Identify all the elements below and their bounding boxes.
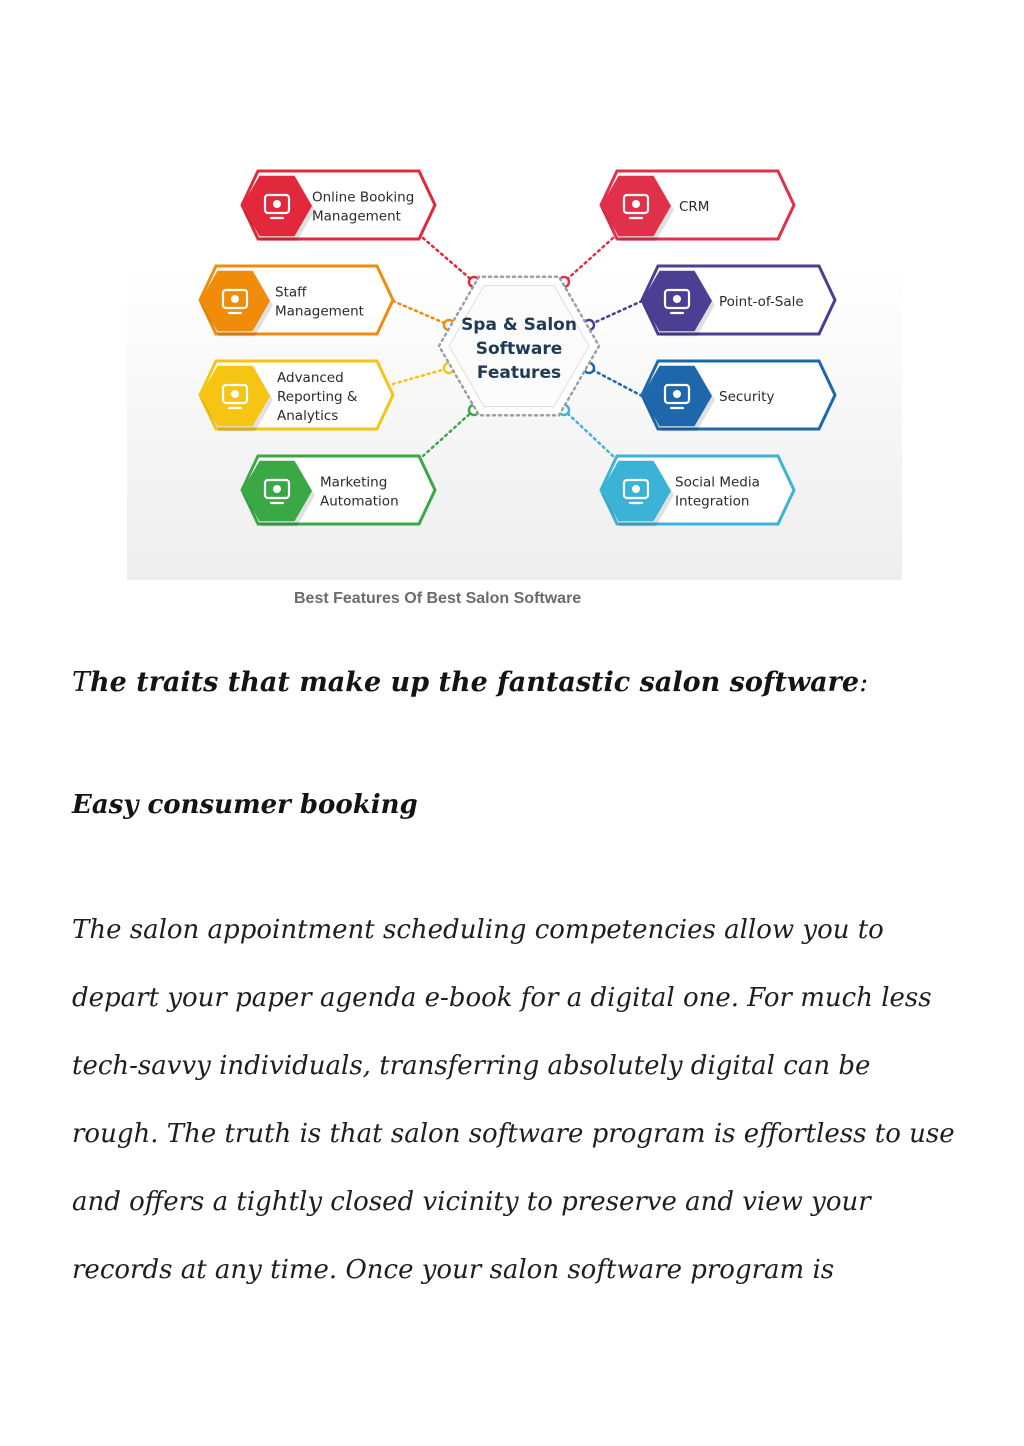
feature-node-reporting [200, 361, 393, 431]
heading-colon: : [859, 667, 869, 698]
feature-label: Management [312, 208, 401, 225]
feature-label: Social Media [675, 474, 760, 491]
feature-node-staff [200, 266, 393, 336]
feature-label: Analytics [277, 408, 339, 424]
feature-label: Point-of-Sale [719, 294, 804, 310]
center-label: Features [476, 363, 562, 383]
subheading: Easy consumer booking [72, 790, 418, 820]
connector-line [423, 410, 474, 456]
feature-node-crm [601, 171, 794, 241]
figure-caption: Best Features Of Best Salon Software [294, 590, 582, 607]
feature-node-pos [642, 266, 835, 336]
feature-label: Management [275, 303, 364, 320]
paragraph-line: records at any time. Once your salon software program is [72, 1255, 835, 1285]
connector-line [423, 238, 474, 282]
center-label: Spa & Salon [461, 315, 577, 335]
section-heading [72, 667, 868, 698]
feature-label: Marketing [320, 474, 388, 491]
feature-node-marketing [242, 456, 435, 526]
paragraph-line: rough. The truth is that salon software program is effortless to use [72, 1119, 955, 1149]
feature-label: Integration [675, 493, 750, 510]
paragraph-line: and offers a tightly closed vicinity to preserve and view your [72, 1187, 871, 1217]
feature-label: Advanced [277, 370, 344, 386]
paragraph-line: The salon appointment scheduling competencies allow you to [72, 915, 884, 945]
feature-label: Online Booking [312, 189, 415, 206]
heading-first-letter: T [72, 667, 91, 698]
feature-node-security [642, 361, 835, 431]
connector-line [393, 368, 449, 384]
features-diagram [127, 140, 902, 580]
feature-node-online-booking [242, 171, 435, 241]
features-diagram-svg [127, 140, 902, 580]
feature-label: CRM [679, 199, 710, 215]
paragraph-line: depart your paper agenda e-book for a digital one. For much less [72, 983, 932, 1013]
feature-label: Staff [275, 284, 307, 301]
connector-line [393, 301, 449, 325]
heading-text: he traits that make up the fantastic salon software [90, 667, 860, 698]
feature-label: Security [719, 389, 775, 405]
connector-line [589, 368, 642, 396]
connector-line [589, 301, 642, 325]
body-paragraph [72, 910, 955, 1318]
connector-line [564, 238, 613, 282]
feature-label: Reporting & [277, 389, 358, 405]
paragraph-line: tech-savvy individuals, transferring absolutely digital can be [72, 1051, 871, 1081]
connector-line [564, 410, 613, 456]
center-label: Software [475, 339, 563, 359]
feature-node-social [601, 456, 794, 526]
feature-label: Automation [320, 493, 399, 510]
